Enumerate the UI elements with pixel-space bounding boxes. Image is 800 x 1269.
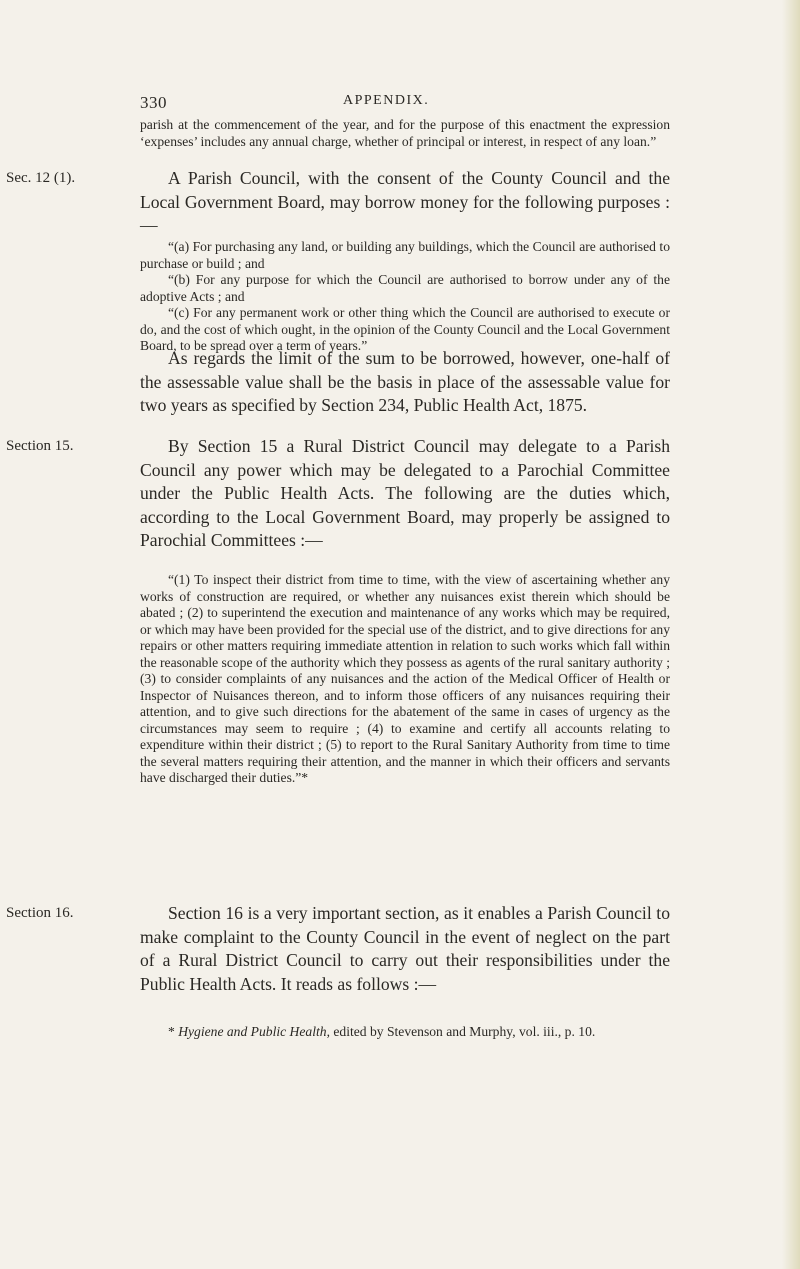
quote-purposes — [140, 239, 670, 355]
paragraph-section-15 — [140, 435, 670, 553]
paragraph-4: As regards the limit of the sum to be borrowed, however, one-half of the assessable value shall be the basis in place of the assessable value for two years as specified by Section 234, Public Health Act, 1875. — [140, 348, 670, 415]
page-edge-shading — [782, 0, 800, 1269]
quote-duties — [140, 572, 670, 787]
running-head: APPENDIX. — [343, 93, 430, 108]
footnote-title: Hygiene and Public Health — [178, 1024, 327, 1039]
paragraph-5: By Section 15 a Rural District Council may delegate to a Parish Council any power which may be delegated to a Parochial Committee under the Public Health Acts. The following are the duties which, according to the Local Government Board, may properly be assigned to Parochial Committees :— — [140, 436, 670, 550]
purpose-c: “(c) For any permanent work or other thing which the Council are authorised to execute or do, and the cost of which ought, in the opinion of the County Council and the Local Government Board, to be spread over a term of years.” — [140, 305, 670, 353]
paragraph-borrowing — [140, 167, 670, 238]
margin-note-section-16: Section 16. — [6, 905, 74, 921]
paragraph-2: A Parish Council, with the consent of the County Council and the Local Government Board, may borrow money for the following purposes :— — [140, 168, 670, 235]
footnote-marker: * — [168, 1024, 179, 1039]
paragraph-limit — [140, 347, 670, 418]
margin-note-sec-12: Sec. 12 (1). — [6, 170, 76, 186]
purpose-a: “(a) For purchasing any land, or building any buildings, which the Council are authorised to purchase or build ; and — [140, 239, 670, 271]
page-number: 330 — [140, 93, 167, 112]
margin-note-section-15: Section 15. — [6, 438, 74, 454]
paragraph-7: Section 16 is a very important section, as it enables a Parish Council to make complaint to the County Council in the event of neglect on the part of a Rural District Council to carry out their responsibilities under the Public Health Acts. It reads as follows :— — [140, 903, 670, 994]
footnote — [140, 1024, 670, 1041]
purpose-b: “(b) For any purpose for which the Council are authorised to borrow under any of the adoptive Acts ; and — [140, 272, 670, 304]
paragraph-continuation — [140, 117, 670, 150]
paragraph-section-16 — [140, 902, 670, 996]
paragraph-1: parish at the commencement of the year, and for the purpose of this enactment the expression ‘expenses’ includes any annual charge, whether of principal or interest, in respect of any loan.” — [140, 117, 670, 149]
paragraph-6: “(1) To inspect their district from time to time, with the view of ascertaining whether any works of construction are required, or whether any nuisances exist therein which should be abated ; (2) to superintend the execution and maintenance of any works which may be required, or which may have been provided for the special use of the district, and to give directions for any repairs or other matters requiring immediate attention in relation to such works which fall within the reasonable scope of the authority which they possess as agents of the rural sanitary authority ; (3) to consider complaints of any nuisances and the action of the Medical Officer of Health or Inspector of Nuisances thereon, and to inform those officers of any nuisances requiring their attention, and to give such directions for the abatement of the same in cases of urgency as the circumstances may seem to require ; (4) to examine and certify all accounts relating to expenditure within their district ; (5) to report to the Rural Sanitary Authority from time to time the several matters requiring their attention, and the manner in which their officers and servants have discharged their duties.”* — [140, 572, 671, 785]
footnote-citation: , edited by Stevenson and Murphy, vol. iii., p. 10. — [326, 1024, 596, 1039]
